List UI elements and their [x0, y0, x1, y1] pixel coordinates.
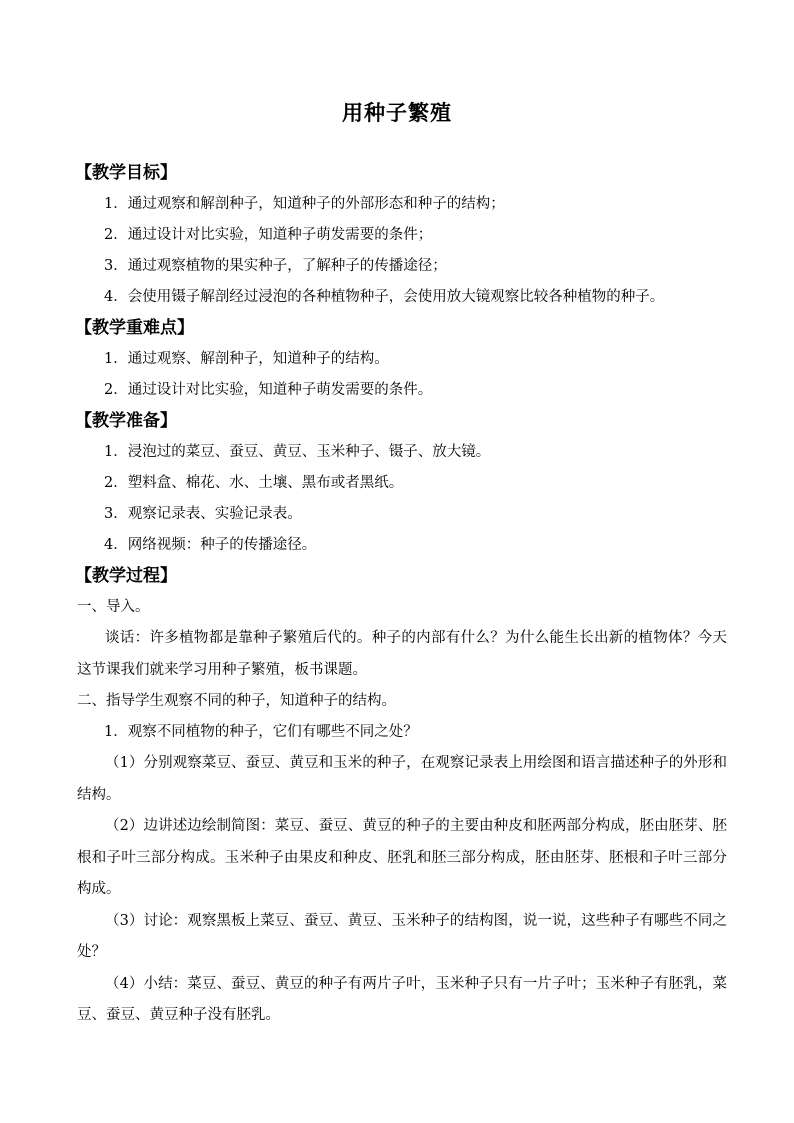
step2-paragraph-2: （2）边讲述边绘制简图：菜豆、蚕豆、黄豆的种子的主要由种皮和胚两部分构成，胚由胚芽、胚根和子叶三部分构成。玉米种子由果皮和种皮、胚乳和胚三部分构成，胚由胚芽、胚根和子叶三部分构成。	[77, 818, 727, 897]
heading-teaching-goals: 【教学目标】	[75, 163, 177, 183]
heading-preparation: 【教学准备】	[75, 411, 177, 431]
key-point-item: 1．通过观察、解剖种子，知道种子的结构。	[104, 351, 389, 367]
heading-teaching-process: 【教学过程】	[75, 566, 177, 586]
step2-paragraph-4: （4）小结：菜豆、蚕豆、黄豆的种子有两片子叶，玉米种子只有一片子叶；玉米种子有胚乳，菜豆、蚕豆、黄豆种子没有胚乳。	[77, 975, 727, 1023]
key-point-item: 2．通过设计对比实验，知道种子萌发需要的条件。	[104, 382, 433, 398]
step2-paragraph-1: （1）分别观察菜豆、蚕豆、黄豆和玉米的种子，在观察记录表上用绘图和语言描述种子的外形和结构。	[77, 755, 727, 803]
goal-item: 3．通过观察植物的果实种子，了解种子的传播途径；	[104, 258, 447, 274]
step2-question: 1．观察不同植物的种子，它们有哪些不同之处？	[104, 724, 418, 740]
document-body	[77, 158, 727, 1032]
preparation-item: 1．浸泡过的菜豆、蚕豆、黄豆、玉米种子、镊子、放大镜。	[104, 444, 491, 460]
preparation-item: 2．塑料盒、棉花、水、土壤、黑布或者黑纸。	[104, 475, 404, 491]
goal-item: 2．通过设计对比实验，知道种子萌发需要的条件；	[104, 227, 433, 243]
preparation-item: 3．观察记录表、实验记录表。	[104, 506, 302, 522]
goal-item: 1．通过观察和解剖种子，知道种子的外部形态和种子的结构；	[104, 196, 505, 212]
step1-title: 一、导入。	[77, 599, 150, 615]
step2-title: 二、指导学生观察不同的种子，知道种子的结构。	[77, 693, 396, 709]
goal-item: 4．会使用镊子解剖经过浸泡的各种植物种子，会使用放大镜观察比较各种植物的种子。	[104, 289, 665, 305]
heading-key-points: 【教学重难点】	[75, 318, 194, 338]
step2-paragraph-3: （3）讨论：观察黑板上菜豆、蚕豆、黄豆、玉米种子的结构图，说一说，这些种子有哪些不同之处？	[77, 912, 727, 960]
step1-paragraph: 谈话：许多植物都是靠种子繁殖后代的。种子的内部有什么？为什么能生长出新的植物体？今天这节课我们就来学习用种子繁殖，板书课题。	[77, 630, 727, 678]
page-title: 用种子繁殖	[342, 101, 452, 125]
preparation-item: 4．网络视频：种子的传播途径。	[104, 537, 317, 553]
